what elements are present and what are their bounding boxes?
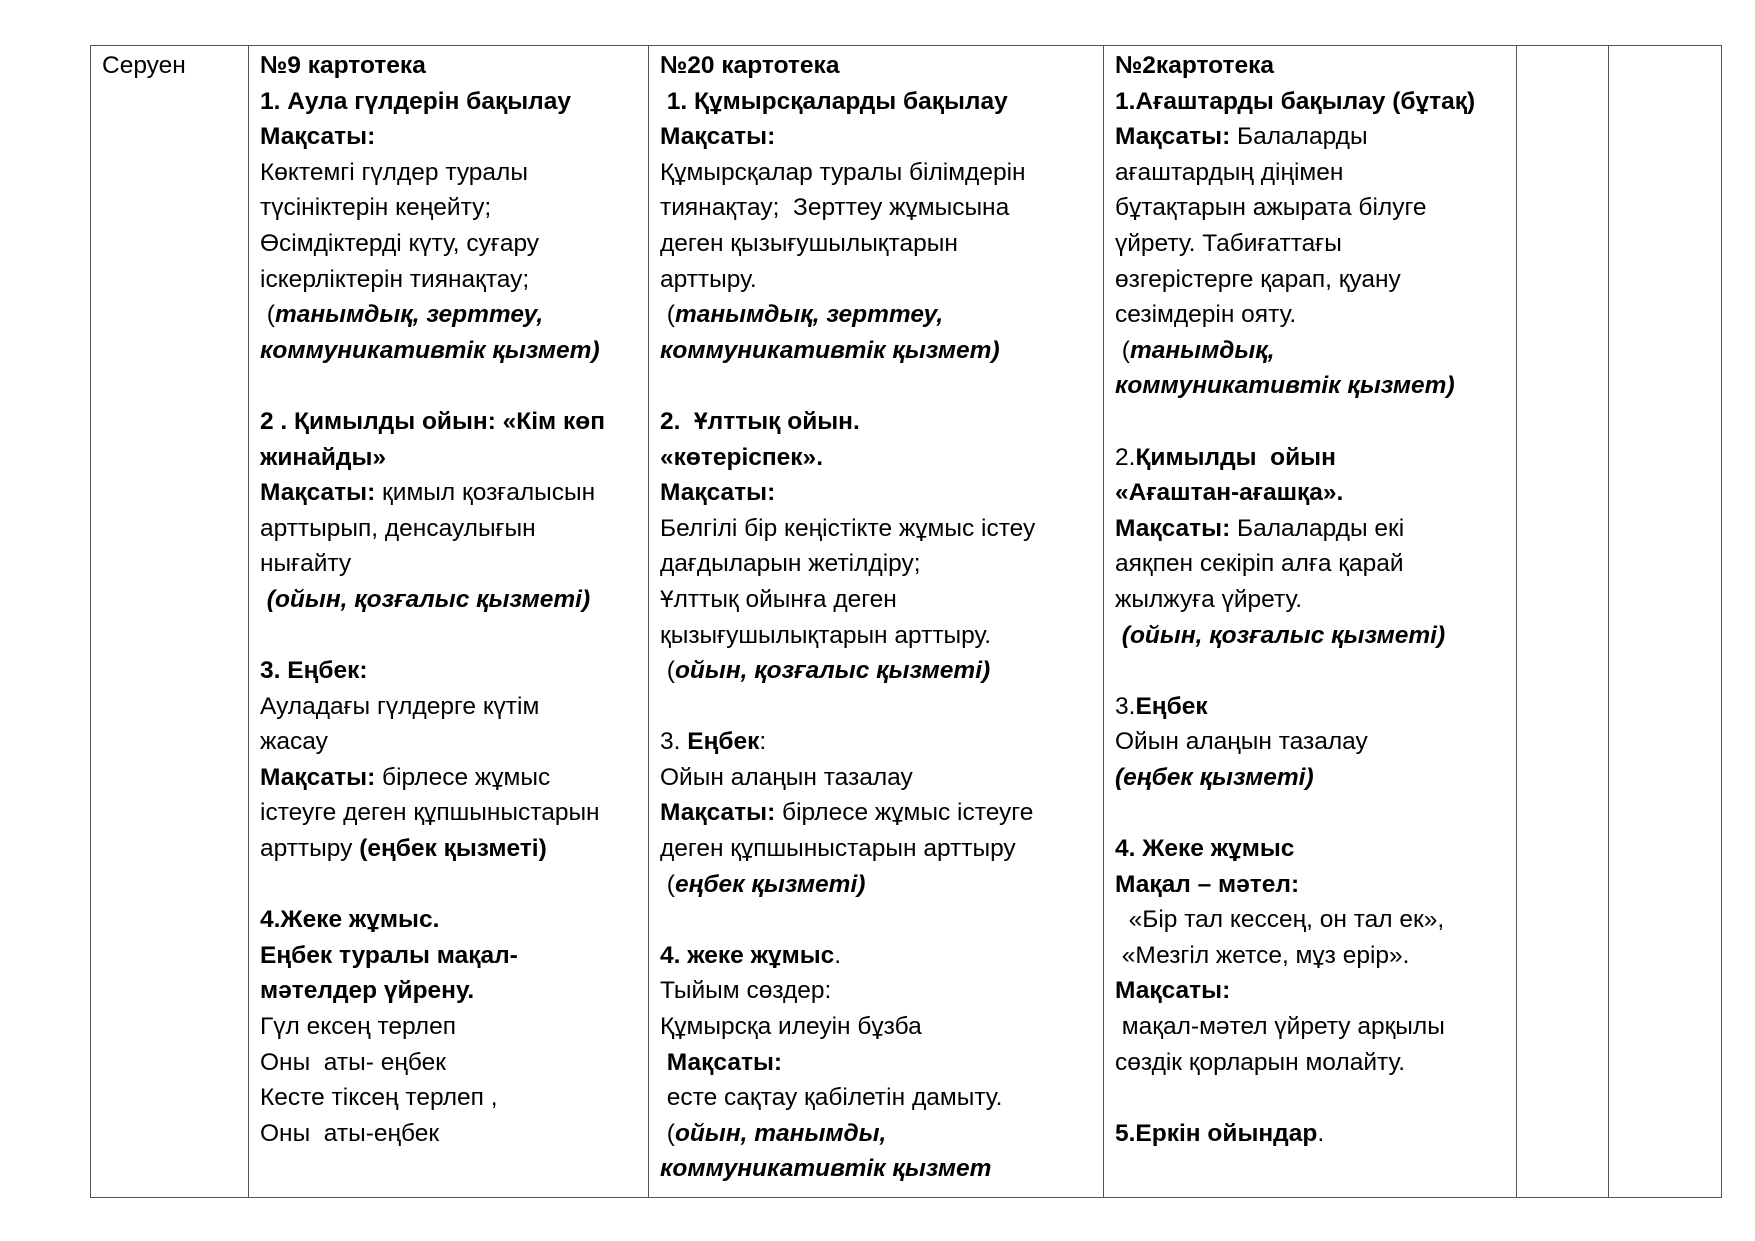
- column-divider: [1516, 46, 1517, 1197]
- text-line: Өсімдіктерді күту, суғару: [260, 229, 540, 257]
- labor-title: 3. Еңбек:: [260, 657, 368, 685]
- proverb-line: Кесте тіксең терлеп ,: [260, 1084, 498, 1112]
- proverb-line: Оны аты- еңбек: [260, 1048, 446, 1076]
- text-line: үйрету. Табиғаттағы: [1115, 229, 1342, 257]
- labor-title: [660, 724, 1035, 760]
- game-title: [1115, 440, 1475, 476]
- paren: (: [260, 301, 275, 329]
- game-title: «Ағаштан-ағашқа».: [1115, 479, 1344, 507]
- labor-label: Еңбек: [1135, 692, 1208, 720]
- game-title: «көтеріспек».: [660, 443, 823, 471]
- column-divider: [648, 46, 649, 1197]
- proverb-line: Оны аты-еңбек: [260, 1119, 440, 1147]
- text-line: іскерліктерін тиянақтау;: [260, 265, 530, 293]
- text-line: Құмырсқа илеуін бұзба: [660, 1013, 922, 1041]
- activity-line: [260, 297, 605, 333]
- card-number: №2картотека: [1115, 52, 1275, 79]
- text-line: қызығушылықтарын арттыру.: [660, 621, 992, 649]
- activity-type: коммуникативтік қызмет: [660, 1155, 992, 1183]
- activity-type: еңбек қызметі): [674, 870, 866, 898]
- goal-label: Мақсаты:: [660, 799, 776, 827]
- goal-label: Мақсаты:: [660, 1048, 783, 1076]
- text-line: аяқпен секіріп алға қарай: [1115, 550, 1404, 578]
- text-line: сезімдерін ояту.: [1115, 301, 1297, 329]
- spacer: [1115, 653, 1475, 689]
- individual-work-title: [660, 938, 1035, 974]
- game-title: жинайды»: [260, 443, 387, 471]
- text-line: түсініктерін кеңейту;: [260, 194, 492, 222]
- card-number: №9 картотека: [260, 52, 426, 79]
- text-line: тиянақтау; Зерттеу жұмысына: [660, 194, 1010, 222]
- text: 2.: [1115, 443, 1136, 471]
- text-line: дағдыларын жетілдіру;: [660, 550, 921, 578]
- text-line: ағаштардың діңімен: [1115, 158, 1344, 186]
- text-line: Ауладағы гүлдерге күтім: [260, 692, 540, 720]
- observation-title: 1.Ағаштарды бақылау (бұтақ): [1115, 87, 1476, 115]
- text: Балаларды екі: [1230, 514, 1405, 542]
- paren: (: [660, 870, 675, 898]
- column-divider: [1103, 46, 1104, 1197]
- text-line: Тыйым сөздер:: [660, 977, 832, 1005]
- text-line: есте сақтау қабілетін дамыту.: [660, 1084, 1003, 1112]
- activity-type: (еңбек қызметі): [359, 835, 547, 863]
- column-2-cell: [660, 48, 1035, 1187]
- text: 3.: [1115, 692, 1136, 720]
- proverb-title: мәтелдер үйрену.: [260, 977, 475, 1005]
- proverb-line: «Бір тал кессең, он тал ек»,: [1115, 906, 1445, 934]
- game-title: 2 . Қимылды ойын: «Кім көп: [260, 407, 606, 435]
- text-line: өзгерістерге қарап, қуану: [1115, 265, 1401, 293]
- activity-line: [1115, 333, 1475, 369]
- text: .: [834, 941, 842, 969]
- proverb-title: Мақал – мәтел:: [1115, 870, 1300, 898]
- text-line: бұтақтарын ажырата білуге: [1115, 194, 1427, 222]
- goal-label: Мақсаты:: [660, 479, 776, 507]
- individual-work-title: 4.Жеке жұмыс.: [260, 906, 440, 934]
- goal-line: [260, 475, 605, 511]
- text-line: [260, 831, 605, 867]
- goal-line: [1115, 511, 1475, 547]
- text-line: арттырып, денсаулығын: [260, 514, 536, 542]
- text-line: Көктемгі гүлдер туралы: [260, 158, 528, 186]
- spacer: [1115, 1080, 1475, 1116]
- activity-type: танымдық, зерттеу,: [674, 301, 944, 329]
- text: Балаларды: [1230, 123, 1368, 151]
- spacer: [260, 867, 605, 903]
- spacer: [660, 368, 1035, 404]
- activity-type: (еңбек қызметі): [1115, 763, 1314, 791]
- text-line: Ұлттық ойынға деген: [660, 585, 897, 613]
- labor-label: Еңбек: [687, 728, 760, 756]
- activity-line: [660, 1116, 1035, 1152]
- activity-line: [660, 653, 1035, 689]
- text-line: Құмырсқалар туралы білімдерін: [660, 158, 1026, 186]
- column-3-cell: [1115, 48, 1475, 1151]
- activity-type: коммуникативтік қызмет): [1115, 372, 1455, 400]
- text-line: Белгілі бір кеңістікте жұмыс істеу: [660, 514, 1036, 542]
- text-line: жасау: [260, 728, 328, 756]
- text-line: сөздік қорларын молайту.: [1115, 1048, 1406, 1076]
- text: арттыру: [260, 835, 360, 863]
- spacer: [660, 689, 1035, 725]
- activity-type: (ойын, қозғалыс қызметі): [260, 585, 591, 613]
- activity-line: [660, 297, 1035, 333]
- text-line: деген құпшыныстарын арттыру: [660, 835, 1016, 863]
- game-label: Қимылды ойын: [1135, 443, 1336, 471]
- goal-label: Мақсаты:: [260, 123, 376, 151]
- row-label-cell: [102, 48, 186, 84]
- goal-label: Мақсаты:: [1115, 977, 1231, 1005]
- individual-work-label: 4. жеке жұмыс: [660, 941, 835, 969]
- text: қимыл қозғалысын: [375, 479, 596, 507]
- text: .: [1317, 1119, 1325, 1147]
- goal-label: Мақсаты:: [1115, 123, 1231, 151]
- goal-label: Мақсаты:: [260, 763, 376, 791]
- text-line: Ойын алаңын тазалау: [660, 763, 913, 791]
- activity-type: коммуникативтік қызмет): [260, 336, 600, 364]
- text-line: нығайту: [260, 550, 352, 578]
- paren: (: [660, 1119, 675, 1147]
- text-line: деген қызығушылықтарын: [660, 229, 958, 257]
- observation-title: 1. Құмырсқаларды бақылау: [660, 87, 1008, 115]
- activity-type: ойын, қозғалыс қызметі): [674, 657, 991, 685]
- column-divider: [1608, 46, 1609, 1197]
- activity-line: [660, 867, 1035, 903]
- spacer: [660, 902, 1035, 938]
- text-line: мақал-мәтел үйрету арқылы: [1115, 1013, 1445, 1041]
- spacer: [260, 618, 605, 654]
- labor-title: [1115, 689, 1475, 725]
- column-1-cell: [260, 48, 605, 1151]
- free-play-label: 5.Еркін ойындар: [1115, 1119, 1318, 1147]
- paren: (: [660, 301, 675, 329]
- activity-type: танымдық,: [1129, 336, 1275, 364]
- goal-line: [1115, 119, 1475, 155]
- paren: (: [1115, 336, 1130, 364]
- activity-type: ойын, танымды,: [674, 1119, 887, 1147]
- text: бірлесе жұмыс істеуге: [775, 799, 1034, 827]
- paren: (: [660, 657, 675, 685]
- individual-work-title: 4. Жеке жұмыс: [1115, 835, 1295, 863]
- row-label: Серуен: [102, 52, 186, 79]
- goal-line: [260, 760, 605, 796]
- card-number: №20 картотека: [660, 52, 840, 79]
- activity-type: коммуникативтік қызмет): [660, 336, 1000, 364]
- activity-type: (ойын, қозғалыс қызметі): [1115, 621, 1446, 649]
- proverb-title: Еңбек туралы мақал-: [260, 941, 518, 969]
- goal-label: Мақсаты:: [1115, 514, 1231, 542]
- proverb-line: Гүл ексең терлеп: [260, 1013, 456, 1041]
- text-line: Ойын алаңын тазалау: [1115, 728, 1368, 756]
- text: бірлесе жұмыс: [375, 763, 551, 791]
- text-line: арттыру.: [660, 265, 757, 293]
- goal-line: [660, 795, 1035, 831]
- text: 3.: [660, 728, 688, 756]
- plan-table: [90, 45, 1722, 1198]
- proverb-line: «Мезгіл жетсе, мұз ерір».: [1115, 941, 1410, 969]
- text-line: жылжуға үйрету.: [1115, 585, 1303, 613]
- spacer: [1115, 404, 1475, 440]
- game-title: 2. Ұлттық ойын.: [660, 407, 860, 435]
- free-play-title: [1115, 1116, 1475, 1152]
- activity-type: танымдық, зерттеу,: [274, 301, 544, 329]
- spacer: [1115, 795, 1475, 831]
- text-line: істеуге деген құпшыныстарын: [260, 799, 600, 827]
- goal-label: Мақсаты:: [260, 479, 376, 507]
- spacer: [260, 368, 605, 404]
- goal-label: Мақсаты:: [660, 123, 776, 151]
- observation-title: 1. Аула гүлдерін бақылау: [260, 87, 571, 115]
- column-divider: [248, 46, 249, 1197]
- text: :: [759, 728, 767, 756]
